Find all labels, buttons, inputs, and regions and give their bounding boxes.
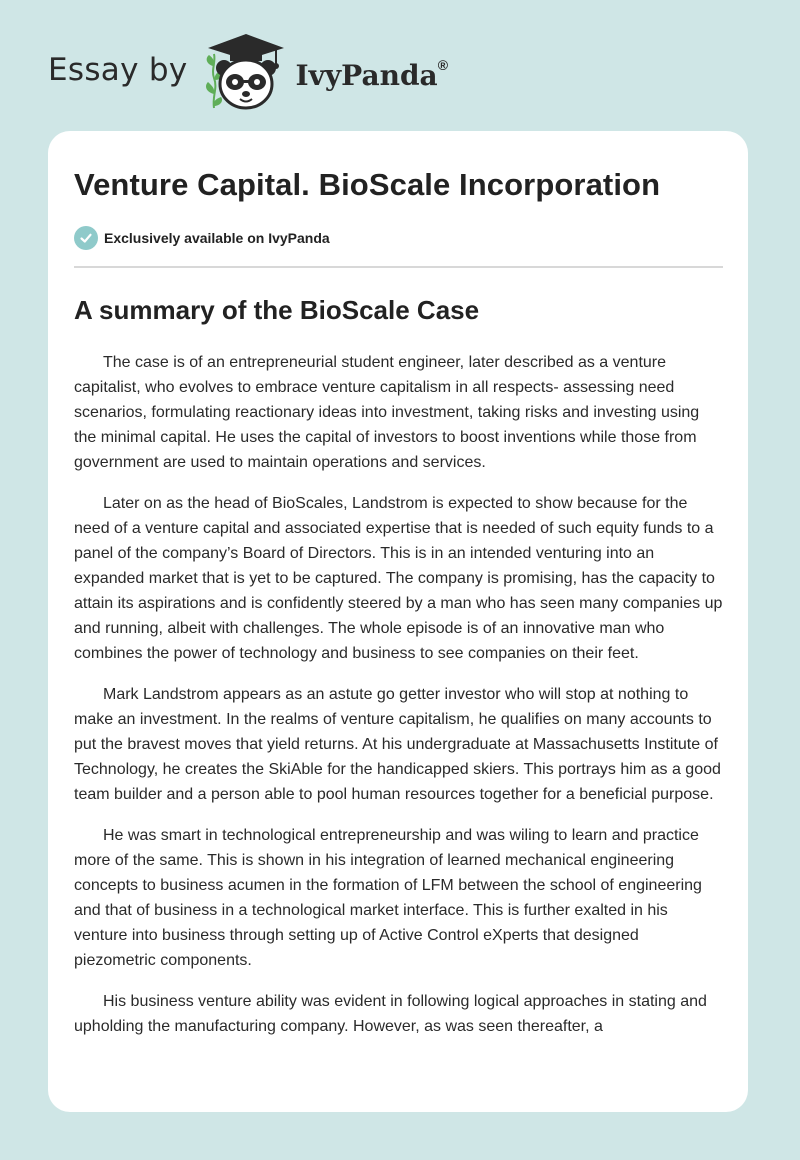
section-heading: A summary of the BioScale Case bbox=[74, 295, 480, 325]
check-icon bbox=[74, 226, 98, 250]
exclusive-label: Exclusively available on IvyPanda bbox=[104, 230, 330, 246]
paragraph: Mark Landstrom appears as an astute go getter investor who will stop at nothing to make an investment. In the realms of venture capitalism, he qualifies on many accounts to put the bravest moves that yield returns. At his undergraduate at Massachusetts Institute of Technology, he creates the SkiAble for the handicapped skiers. This portrays him as a good team builder and a person able to pool human resources together for a beneficial purpose. bbox=[74, 686, 721, 803]
site-logo[interactable] bbox=[48, 30, 448, 114]
panda-mascot-icon bbox=[200, 30, 292, 114]
paragraph: His business venture ability was evident in following logical approaches in stating and upholding the manufacturing company. However, as was seen thereafter, a bbox=[74, 993, 707, 1035]
brand-name bbox=[295, 56, 449, 92]
brand-name-text: IvyPanda bbox=[295, 58, 438, 92]
essay-body bbox=[74, 350, 722, 1039]
exclusive-badge bbox=[74, 225, 722, 251]
essay-title: Venture Capital. BioScale Incorporation bbox=[74, 167, 661, 202]
registered-mark: ® bbox=[437, 56, 449, 73]
essay-by-label: Essay by bbox=[48, 52, 188, 88]
paragraph: The case is of an entrepreneurial student engineer, later described as a venture capitalist, who evolves to embrace venture capitalism in all respects- assessing need scenarios, formulating reactionary ideas into investment, taking risks and investing using the minimal capital. He uses the capital of investors to boost inventions while those from government are used to maintain operations and services. bbox=[74, 354, 700, 471]
divider bbox=[74, 266, 723, 268]
paragraph: Later on as the head of BioScales, Landstrom is expected to show because for the need of a venture capital and associated expertise that is needed of such equity funds to a panel of the company’s Board of Directors. This is in an intended venturing into an expanded market that is yet to be captured. The company is promising, has the capacity to attain its aspirations and is confidently steered by a man who has seen many companies up and running, albeit with challenges. The whole episode is of an innovative man who combines the power of technology and business to see companies on their feet. bbox=[74, 495, 723, 662]
essay-card bbox=[48, 131, 748, 1112]
paragraph: He was smart in technological entrepreneurship and was wiling to learn and practice more of the same. This is shown in his integration of learned mechanical engineering concepts to business acumen in the formation of LFM between the school of engineering and that of business in a technological market interface. This is further exalted in his venture into business through setting up of Active Control eXperts that designed piezometric components. bbox=[74, 827, 702, 969]
